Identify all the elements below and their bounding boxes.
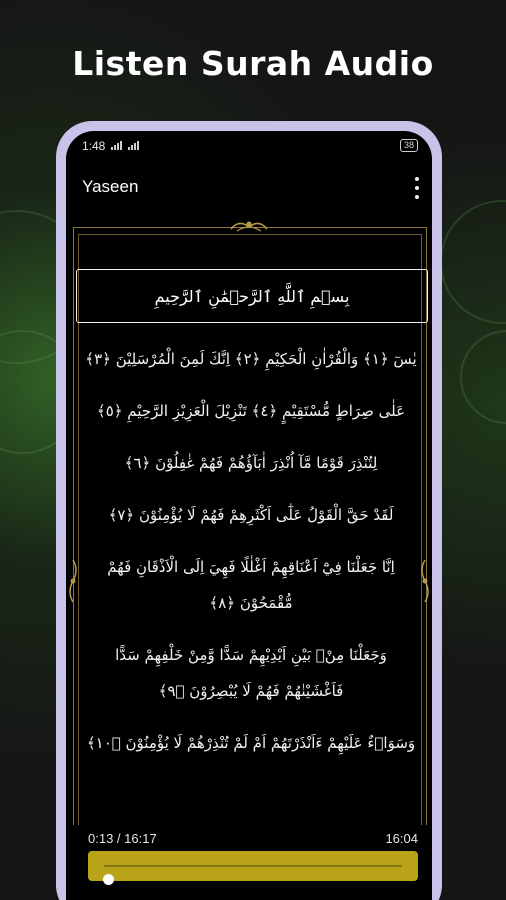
signal-icon [128,140,139,150]
battery-icon: 38 [400,139,418,152]
more-vert-icon[interactable] [412,177,422,199]
surah-title: Yaseen [82,177,139,196]
elapsed-time: 0:13 / 16:17 [88,831,157,846]
ornament-top-icon [229,215,269,237]
status-bar [66,131,432,159]
verse-item[interactable]: وَسَوَاۤءٌ عَلَيْهِمْ ءَاَنْذَرْتَهُمْ اَمْ لَمْ تُنْذِرْهُمْ لَا يُؤْمِنُوْنَ ﴿١٠﴾ [86,734,416,752]
seek-track [104,865,402,867]
verse-item[interactable]: يٰسٓ ﴿١﴾ وَالْقُرْاٰنِ الْحَكِيْمِ ﴿٢﴾ اِنَّكَ لَمِنَ الْمُرْسَلِيْنَ ﴿٣﴾ [85,350,417,368]
ornament-right-icon [418,558,432,604]
status-time: 1:48 [82,139,106,153]
verse-item[interactable]: اِنَّا جَعَلْنَا فِيْٓ اَعْنَاقِهِمْ اَغْلٰلًا فَهِيَ اِلَى الْاَذْقَانِ فَهُمْ مُّقْمَحُوْنَ ﴿٨﴾ [107,558,395,612]
app-bar [66,169,432,209]
seek-thumb[interactable] [103,874,114,885]
verse-item[interactable]: لِتُنْذِرَ قَوْمًا مَّآ اُنْذِرَ اٰبَآؤُهُمْ فَهُمْ غٰفِلُوْنَ ﴿٦﴾ [124,454,378,472]
phone-screen [66,131,432,900]
remaining-time: 16:04 [385,831,418,846]
verse-list [84,341,418,777]
bismillah-box: بِسۡمِ ٱللَّهِ ٱلرَّحۡمَٰنِ ٱلرَّحِيمِ [76,269,428,323]
ornament-left-icon [66,558,80,604]
promo-headline: Listen Surah Audio [72,44,434,83]
background-ornament [440,200,506,324]
background-ornament [460,330,506,424]
signal-icon [111,140,122,150]
verse-item[interactable]: عَلٰى صِرَاطٍ مُّسْتَقِيْمٍ ﴿٤﴾ تَنْزِيْلَ الْعَزِيْزِ الرَّحِيْمِ ﴿٥﴾ [96,402,406,420]
audio-player [66,825,432,900]
seek-bar[interactable] [88,851,418,881]
verse-item[interactable]: لَقَدْ حَقَّ الْقَوْلُ عَلٰٓى اَكْثَرِهِمْ فَهُمْ لَا يُؤْمِنُوْنَ ﴿٧﴾ [108,506,394,524]
verse-item[interactable]: وَجَعَلْنَا مِنْۢ بَيْنِ اَيْدِيْهِمْ سَدًّا وَّمِنْ خَلْفِهِمْ سَدًّا فَاَغْشَيْنٰهُمْ فَهُمْ لَا يُبْصِرُوْنَ ﴿٩﴾ [115,646,387,700]
